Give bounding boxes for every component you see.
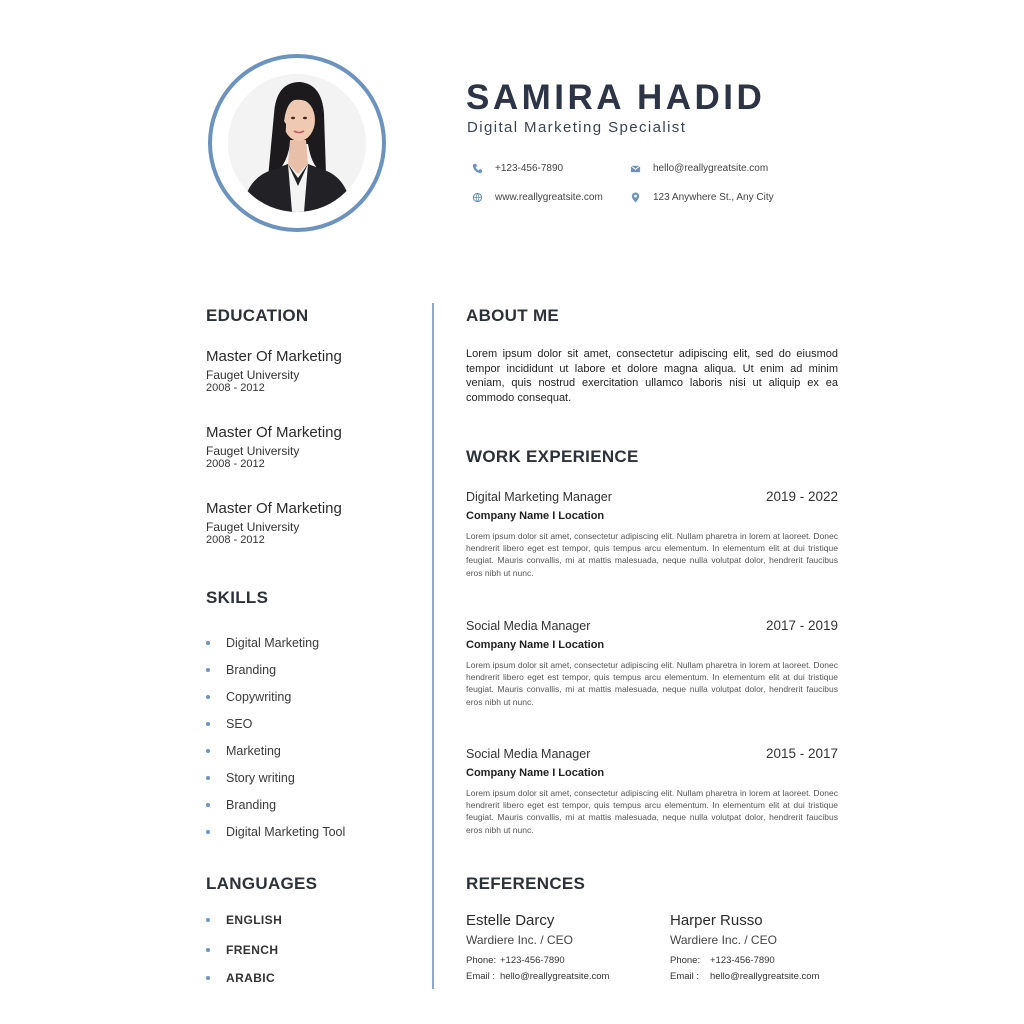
profile-photo-frame: [208, 54, 386, 232]
reference-email: hello@reallygreatsite.com: [500, 971, 610, 982]
job-years: 2015 - 2017: [765, 746, 838, 761]
language-item: [206, 971, 282, 985]
job-years: 2019 - 2022: [765, 489, 838, 504]
resume-role: Digital Marketing Specialist: [467, 119, 687, 136]
language-label: FRENCH: [226, 943, 279, 957]
job-company: Company Name I Location: [466, 510, 605, 522]
profile-photo: [228, 74, 366, 212]
skill-item: [206, 710, 345, 737]
bullet-icon: [206, 641, 210, 645]
skill-item: [206, 764, 345, 791]
reference-phone: +123-456-7890: [500, 955, 565, 966]
language-item: [206, 943, 282, 957]
contact-email-text: hello@reallygreatsite.com: [653, 163, 769, 174]
skill-label: Digital Marketing: [226, 635, 320, 650]
skill-item: [206, 656, 345, 683]
bullet-icon: [206, 695, 210, 699]
reference-entry: [670, 912, 819, 982]
education-heading: EDUCATION: [206, 306, 309, 325]
globe-icon: [472, 192, 483, 203]
contact-website: [472, 192, 603, 203]
skill-label: Story writing: [226, 770, 295, 785]
skill-label: Copywriting: [226, 689, 292, 704]
education-school: Fauget University: [206, 520, 300, 534]
bullet-icon: [206, 918, 210, 922]
skill-item: [206, 791, 345, 818]
education-school: Fauget University: [206, 368, 300, 382]
bullet-icon: [206, 668, 210, 672]
bullet-icon: [206, 722, 210, 726]
bullet-icon: [206, 976, 210, 980]
job-company: Company Name I Location: [466, 767, 605, 779]
resume-name: SAMIRA HADID: [466, 78, 766, 117]
education-school: Fauget University: [206, 444, 300, 458]
job-years: 2017 - 2019: [765, 618, 838, 633]
reference-entry: [466, 912, 609, 982]
skill-item: [206, 737, 345, 764]
job-entry: [466, 489, 838, 579]
skills-heading: SKILLS: [206, 588, 269, 607]
reference-name: Estelle Darcy: [466, 912, 555, 929]
education-degree: Master Of Marketing: [206, 424, 342, 441]
skill-label: Branding: [226, 797, 277, 812]
contact-address-text: 123 Anywhere St., Any City: [653, 192, 774, 203]
job-company: Company Name I Location: [466, 639, 605, 651]
references-heading: REFERENCES: [466, 874, 586, 893]
job-description: Lorem ipsum dolor sit amet, consectetur adipiscing elit. Nullam pharetra in lorem at laoreet. Donec hendrerit libero eget est tempor, quis tempus arcu elementum. In elementum elit at dui tristique feugiat. Mauris convallis, mi at mattis malesuada, neque nulla volutpat dolor, hendrerit faucibus eros nibh ut nunc.: [466, 531, 838, 578]
contact-website-text: www.reallygreatsite.com: [495, 192, 603, 203]
skill-label: Branding: [226, 662, 277, 677]
reference-phone-label: Phone:: [466, 955, 497, 966]
contact-phone-text: +123-456-7890: [495, 163, 564, 174]
job-entry: [466, 618, 838, 708]
reference-name: Harper Russo: [670, 912, 763, 929]
contact-email: [630, 163, 768, 174]
mail-icon: [630, 163, 641, 174]
language-label: ENGLISH: [226, 913, 283, 927]
bullet-icon: [206, 749, 210, 753]
reference-email-label: Email :: [670, 971, 700, 982]
skill-item: [206, 818, 345, 845]
reference-email-label: Email :: [466, 971, 496, 982]
skill-label: Digital Marketing Tool: [226, 824, 346, 839]
language-item: [206, 910, 282, 930]
about-text: Lorem ipsum dolor sit amet, consectetur adipiscing elit, sed do eiusmod tempor incididunt ut labore et dolore magna aliqua. Ut enim ad minim veniam, quis nostrud exercitation ullamco laboris nisi ut aliquip ex ea commodo consequat.: [466, 348, 838, 404]
job-entry: [466, 746, 838, 836]
education-years: 2008 - 2012: [206, 534, 265, 546]
reference-org: Wardiere Inc. / CEO: [466, 933, 573, 947]
job-description: Lorem ipsum dolor sit amet, consectetur adipiscing elit. Nullam pharetra in lorem at laoreet. Donec hendrerit libero eget est tempor, quis tempus arcu elementum. In elementum elit at dui tristique feugiat. Mauris convallis, mi at mattis malesuada, neque nulla volutpat dolor, hendrerit faucibus eros nibh ut nunc.: [466, 788, 838, 835]
contact-phone: [472, 163, 563, 174]
education-item: [206, 500, 342, 546]
location-pin-icon: [630, 192, 641, 203]
education-item: [206, 424, 342, 470]
skill-item: [206, 683, 345, 710]
education-years: 2008 - 2012: [206, 382, 265, 394]
bullet-icon: [206, 948, 210, 952]
skill-label: SEO: [226, 716, 253, 731]
job-title: Social Media Manager: [466, 747, 591, 761]
phone-icon: [472, 163, 483, 174]
skill-item: [206, 629, 345, 656]
bullet-icon: [206, 803, 210, 807]
reference-phone-label: Phone:: [670, 955, 701, 966]
contact-address: [630, 192, 774, 203]
portrait-image: [228, 74, 366, 212]
language-label: ARABIC: [226, 971, 276, 985]
skills-list: [206, 629, 345, 845]
work-heading: WORK EXPERIENCE: [466, 447, 639, 466]
education-degree: Master Of Marketing: [206, 348, 342, 365]
education-years: 2008 - 2012: [206, 458, 265, 470]
reference-phone: +123-456-7890: [710, 955, 775, 966]
column-divider: [432, 303, 434, 989]
job-title: Digital Marketing Manager: [466, 490, 612, 504]
bullet-icon: [206, 830, 210, 834]
languages-list: [206, 910, 282, 985]
about-heading: ABOUT ME: [466, 306, 560, 325]
job-description: Lorem ipsum dolor sit amet, consectetur adipiscing elit. Nullam pharetra in lorem at laoreet. Donec hendrerit libero eget est tempor, quis tempus arcu elementum. In elementum elit at dui tristique feugiat. Mauris convallis, mi at mattis malesuada, neque nulla volutpat dolor, hendrerit faucibus eros nibh ut nunc.: [466, 660, 838, 707]
reference-org: Wardiere Inc. / CEO: [670, 933, 777, 947]
education-item: [206, 348, 342, 394]
languages-heading: LANGUAGES: [206, 874, 318, 893]
job-title: Social Media Manager: [466, 619, 591, 633]
reference-email: hello@reallygreatsite.com: [710, 971, 820, 982]
bullet-icon: [206, 776, 210, 780]
skill-label: Marketing: [226, 743, 281, 758]
education-degree: Master Of Marketing: [206, 500, 342, 517]
